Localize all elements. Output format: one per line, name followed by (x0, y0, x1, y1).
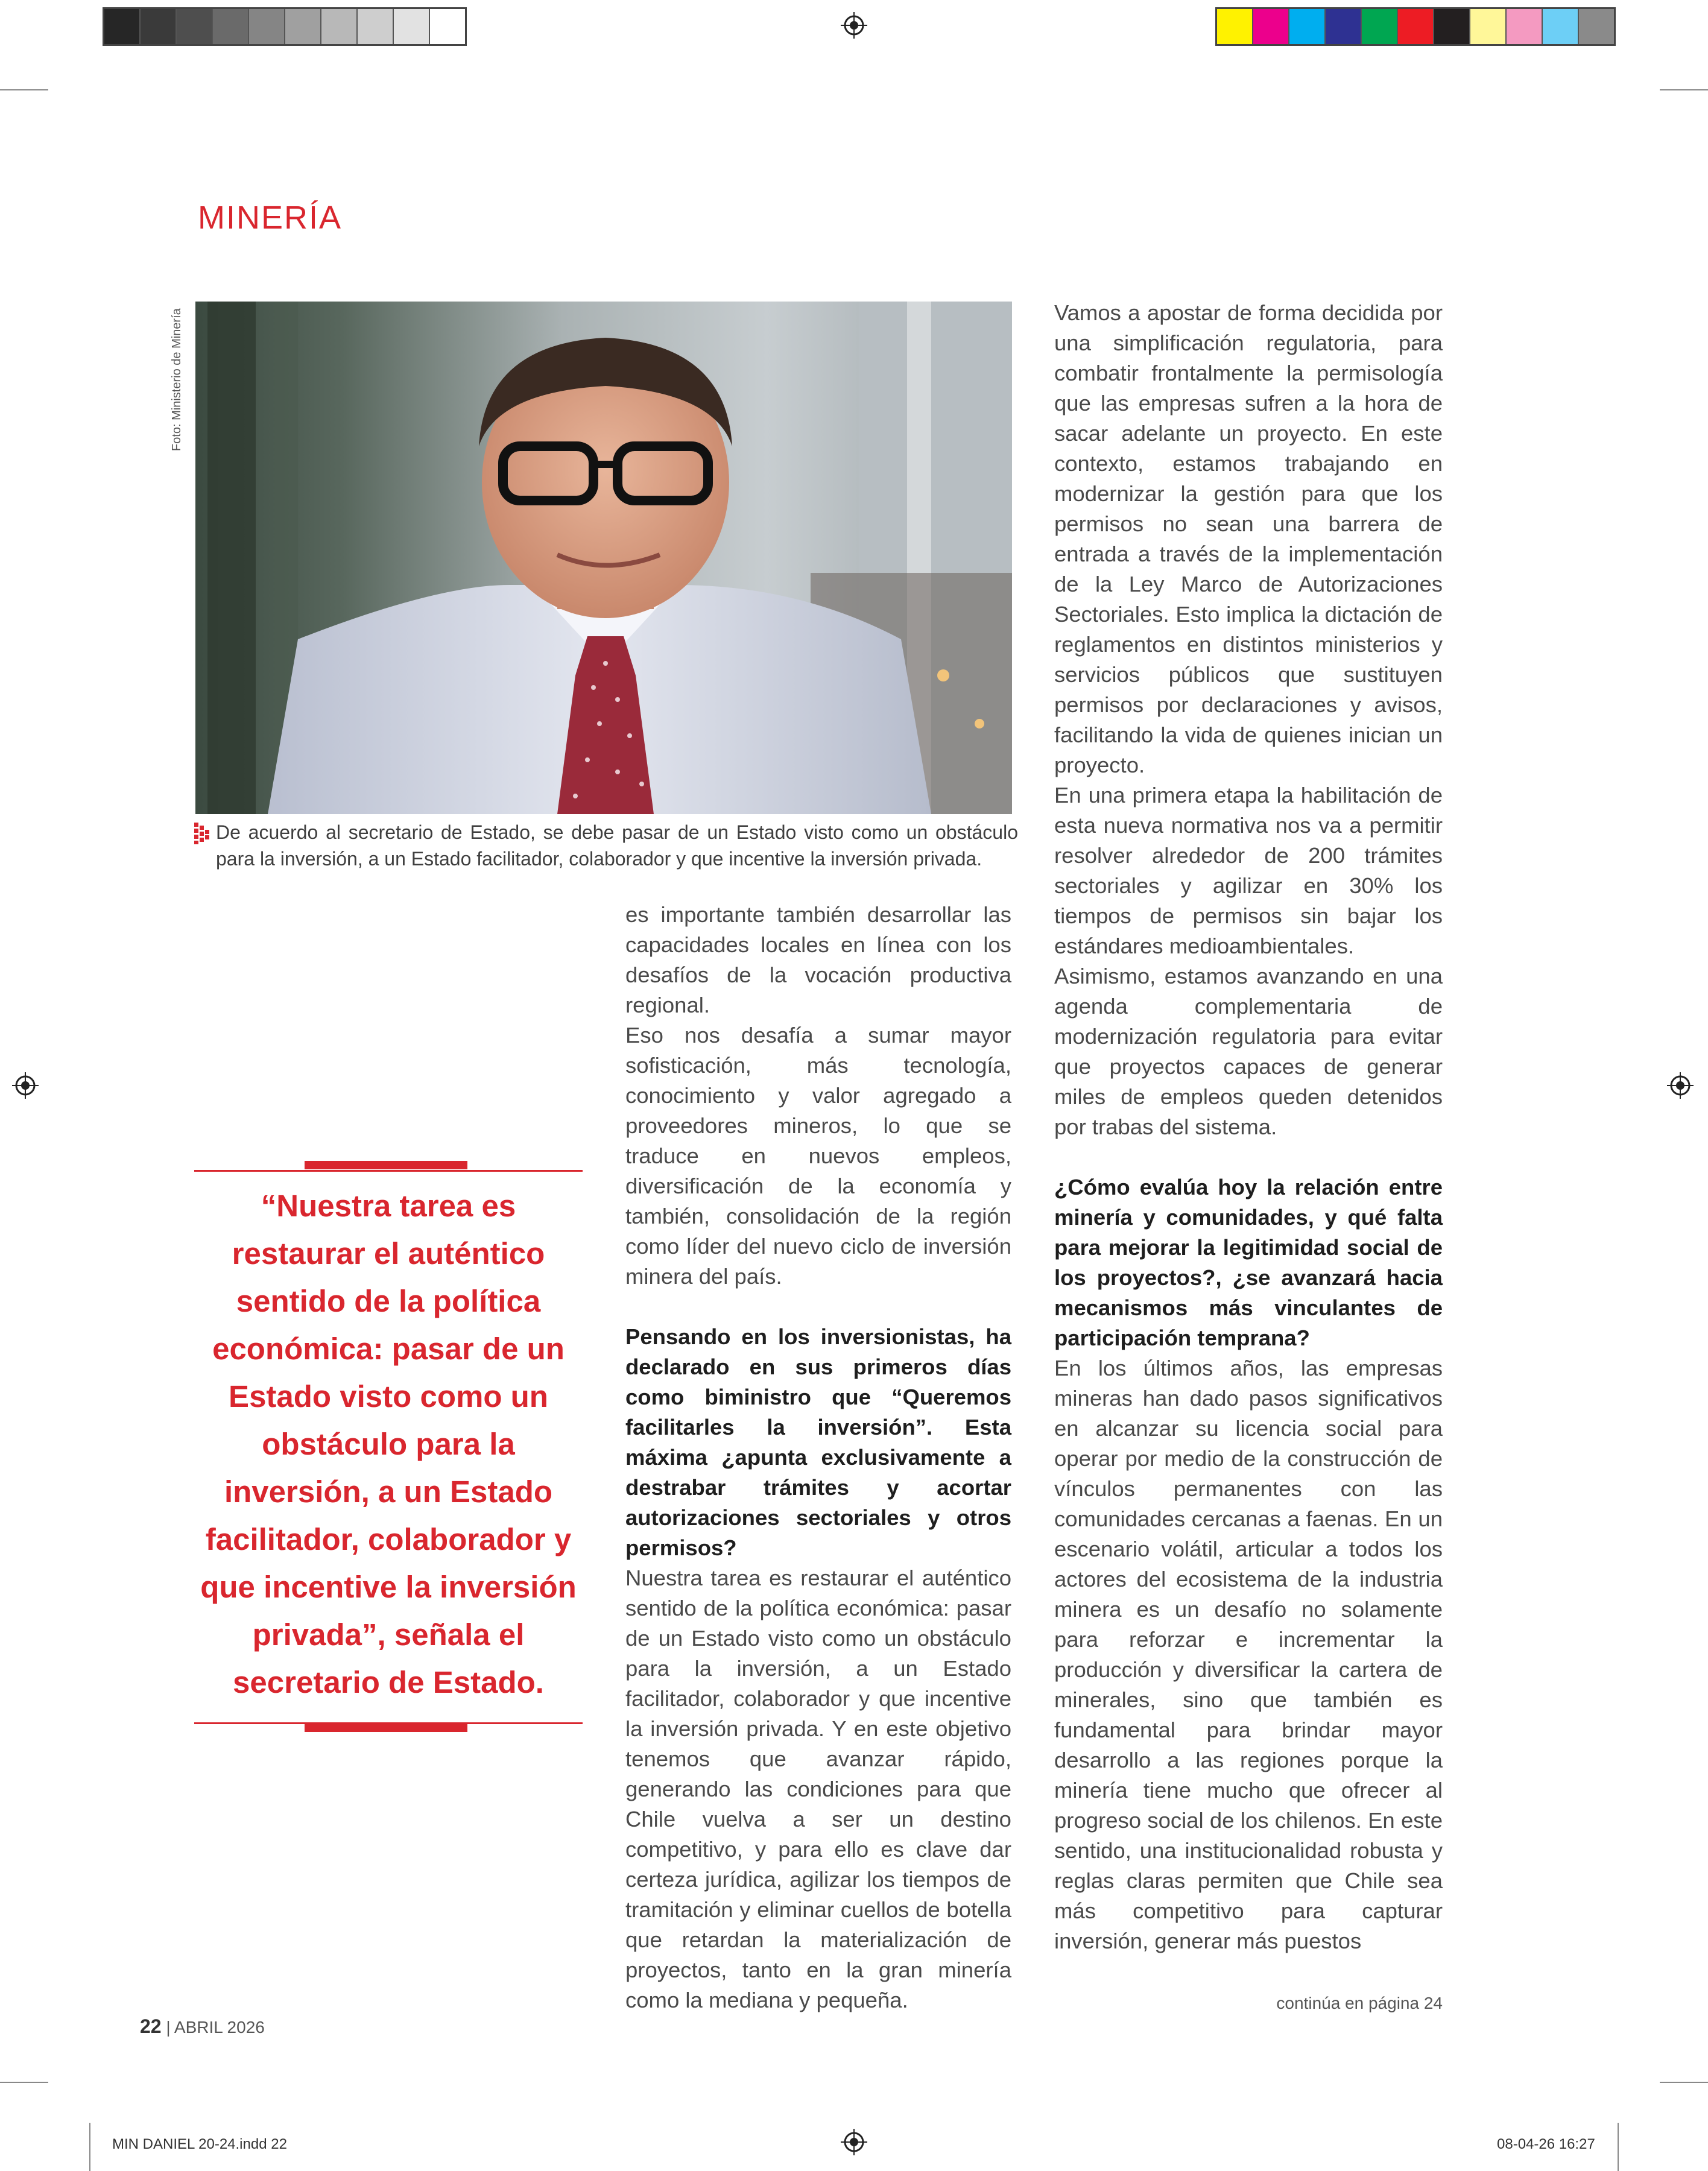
paragraph: Nuestra tarea es restaurar el auténtico sentido de la política económica: pasar de un Estado visto como un obstáculo para la inversión, a un Estado facilitador, colaborador y que incentive la inversión privada. Y en este objetivo tenemos que avanzar rápido, generando las condiciones para que Chile vuelva a ser un destino competitivo, y para ello es clave dar certeza jurídica, agilizar los tiempos de tramitación y eliminar cuellos de botella que retardan la materialización de proyectos, tanto en la gran minería como la mediana y pequeña. (625, 1566, 1011, 2012)
paragraph: es importante también desarrollar las capacidades locales en línea con los desafíos de la vocación productiva regional. (625, 902, 1011, 1017)
photo-caption (216, 819, 1018, 872)
pullquote: “Nuestra tarea es restaurar el auténtico sentido de la política económica: pasar de un Estado visto como un obstáculo para la inversión, a un Estado facilitador, colaborador y que incentive la inversión privada”, señala el secretario de Estado. (200, 1189, 577, 1699)
interview-question: ¿Cómo evalúa hoy la relación entre minería y comunidades, y qué falta para mejorar la legitimidad social de los proyectos?, ¿se avanzará hacia mecanismos más vinculantes de participación temprana? (1054, 1175, 1443, 1350)
color-bar (1215, 7, 1616, 46)
crop-mark (1660, 2082, 1708, 2083)
slug-timestamp: 08-04-26 16:27 (1497, 2136, 1595, 2152)
crop-mark (1660, 89, 1708, 90)
interview-question: Pensando en los inversionistas, ha declarado en sus primeros días como biministro que “Queremos facilitarles la inversión”. Esta máxima ¿apunta exclusivamente a destrabar trámites y acortar autorizaciones sectoriales y otros permisos? (625, 1324, 1011, 1560)
caption-line: para la inversión, a un Estado facilitador, colaborador y que incentive la inversión privada. (216, 848, 982, 870)
article-column-3 (1054, 298, 1443, 1956)
issue-date: ABRIL 2026 (174, 2018, 265, 2037)
grayscale-bar (103, 7, 467, 46)
page-number: 22 (140, 2015, 162, 2037)
crop-mark (0, 89, 48, 90)
article-column-2 (625, 900, 1011, 2015)
photo-credit (169, 302, 187, 452)
registration-mark-icon (12, 1072, 39, 1099)
caption-line: De acuerdo al secretario de Estado, se debe pasar de un Estado visto como un obstáculo (216, 821, 1018, 843)
paragraph: En los últimos años, las empresas mineras han dado pasos significativos en alcanzar su licencia social para operar por medio de la construcción de vínculos permanentes con las comunidades cercanas a faenas. En un escenario volátil, articular a todos los actores del ecosistema de la industria minera es un desafío no solamente para reforzar e incrementar la producción y diversificar la cartera de minerales, sino que también es fundamental para brindar mayor desarrollo a las regiones porque la minería tiene mucho que ofrecer al progreso social de los chilenos. En este sentido, una institucionalidad robusta y reglas claras permiten que Chile sea más competitivo para capturar inversión, generar más puestos (1054, 1356, 1443, 1953)
portrait-photo (195, 302, 1012, 814)
paragraph: Eso nos desafía a sumar mayor sofisticación, más tecnología, conocimiento y valor agregado a proveedores mineros, lo que se traduce en nuevos empleos, diversificación de la economía y también, consolidación de la región como líder del nuevo ciclo de inversión minera del país. (625, 1023, 1011, 1289)
crop-mark (89, 2123, 90, 2171)
paragraph: En una primera etapa la habilitación de esta nueva normativa nos va a permitir resolver alrededor de 200 trámites sectoriales y agilizar en 30% los tiempos de permisos sin bajar los estándares medioambientales. (1054, 783, 1443, 958)
crop-mark (1618, 2123, 1619, 2171)
section-label: MINERÍA (198, 200, 343, 236)
photo-credit-text: Foto: Ministerio de Minería (170, 308, 183, 451)
continues-note: continúa en página 24 (1276, 1994, 1443, 2012)
pullquote-top-rule (194, 1170, 583, 1172)
registration-mark-icon (841, 12, 867, 39)
pullquote-bottom-accent (305, 1724, 467, 1732)
caption-bullet-icon (194, 823, 211, 844)
paragraph: Asimismo, estamos avanzando en una agenda complementaria de modernización regulatoria para evitar que proyectos capaces de generar miles de empleos queden detenidos por trabas del sistema. (1054, 964, 1443, 1139)
registration-mark-icon (841, 2129, 867, 2155)
pullquote-top-accent (305, 1161, 467, 1169)
page-folio: 22 | ABRIL 2026 (140, 2015, 265, 2037)
paragraph: Vamos a apostar de forma decidida por una simplificación regulatoria, para combatir frontalmente la permisología que las empresas sufren a la hora de sacar adelante un proyecto. En este contexto, estamos trabajando en modernizar la gestión para que los permisos no sean una barrera de entrada a través de la implementación de la Ley Marco de Autorizaciones Sectoriales. Esto implica la dictación de reglamentos en distintos ministerios y servicios públicos que sustituyen permisos por declaraciones y avisos, facilitando la vida de quienes inician un proyecto. (1054, 300, 1443, 777)
crop-mark (0, 2082, 48, 2083)
registration-mark-icon (1667, 1072, 1694, 1099)
slug-filename: MIN DANIEL 20-24.indd 22 (112, 2136, 287, 2152)
